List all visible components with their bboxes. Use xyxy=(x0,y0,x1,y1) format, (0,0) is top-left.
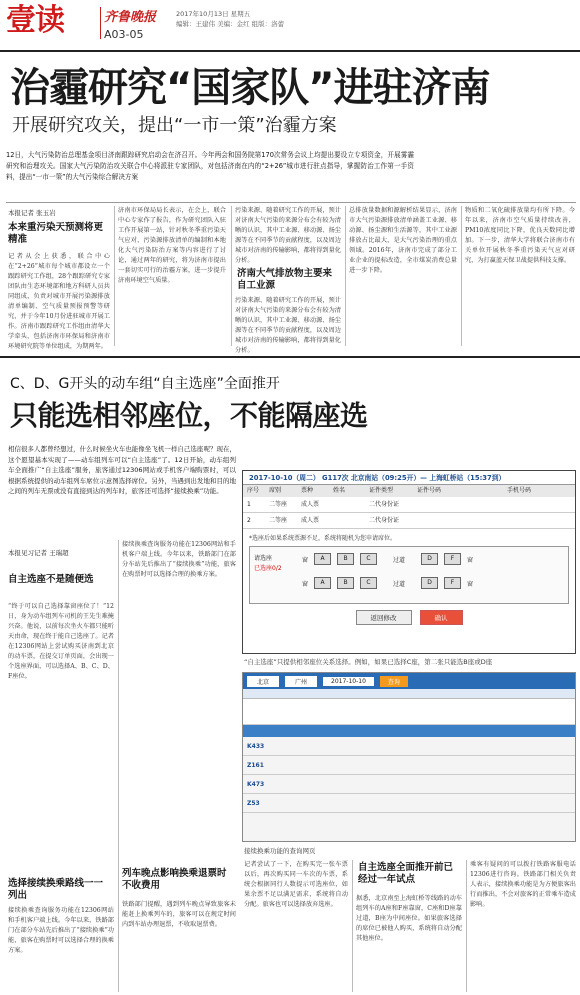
seat-map xyxy=(249,546,569,604)
story1-lead-rule xyxy=(6,202,576,203)
caption-seat: “自主选座”只提供相邻座位关系选择。例如，如果已选择C座，第二张只能选B座或D座 xyxy=(244,658,493,666)
filter-area xyxy=(243,699,575,725)
story1-col1: 记者从会上获悉，联合中心在“2+26”城市每个城市都设立一个跟踪研究工作组，28个跟踪研究专家团队由生态环境部和地方科研人员共同组成，负责对城市开展污染源排放清单编制、空气质量预报预警等研究，并于今年10月份进驻城市开展工作。济南市跟踪研究工作组由清华大学牵头，包括济南市环保局和济南市环境研究院等单位组成，为期两年。 xyxy=(8,253,110,350)
seat-c[interactable]: C xyxy=(360,577,377,589)
story2-headline: 只能选相邻座位，不能隔座选 xyxy=(10,399,368,432)
transfer-search-panel xyxy=(242,672,576,842)
ticket-row xyxy=(243,497,575,513)
col-divider xyxy=(345,206,346,346)
seat-b[interactable]: B xyxy=(337,553,354,565)
from-field[interactable]: 北京 xyxy=(247,676,279,687)
seat-row xyxy=(302,553,473,565)
ticket-buttons xyxy=(243,610,575,625)
aisle-label: 过道 xyxy=(393,556,406,564)
col-divider xyxy=(466,860,467,992)
story1-subtitle-b: 济南大气排放物主要来自工业源 xyxy=(237,268,333,291)
page-number: A03-05 xyxy=(104,28,144,41)
train-no[interactable]: K433 xyxy=(247,742,265,750)
paper-logo: 齐鲁晚报 xyxy=(104,10,157,25)
date-strip xyxy=(243,689,575,699)
col-divider xyxy=(231,206,232,346)
story2-byline: 本报见习记者 王瑞超 xyxy=(8,549,69,557)
row-type[interactable]: 成人票 xyxy=(301,517,320,524)
ticket-row xyxy=(243,513,575,529)
story1-col3: 污染来源、随着研究工作的开展，预计对济南大气污染的来源分布会有较为清晰的认识，其中工业源、移动源、扬尘源等在不同季节的贡献程度，以及周边城市对济南的传输影响，都将得到量化分析。 xyxy=(235,207,341,264)
transfer-bar xyxy=(243,673,575,689)
story2-lead: 相信很多人都曾经想过，什么时候坐火车也能像坐飞机一样自己选座呢？现在，这个愿望基本实现了——动车组列车可以“自主选座”了。12日开始，动车组列车全面推广“自主选座”服务，旅客通过12306网站或手机客户端购票时，可以根据系统提供的动车组列车席位示意图选择席位。另外，当遇到出发地和目的地之间的列车无票或没有直接到达的列车时，旅客还可选择“接续换乘”功能。 xyxy=(8,445,236,495)
section-title: 壹读 xyxy=(6,3,64,38)
back-button[interactable]: 返回修改 xyxy=(356,610,412,625)
col-no: 序号 xyxy=(247,487,260,494)
editor-line: 编辑：王建伟 美编：金红 组版：洛蕾 xyxy=(176,20,285,28)
story1-col2: 济南市环保局局长表示，在会上，联合中心专家作了报告，作为研究团队入驻工作开展第一站，针对秋冬季重污染天气应对、污染源排放清单的编制和本地化大气污染防治方案等内容进行了讨论，通过两年的研究，将为济南市提出一套切实可行的治霾方案，进一步提升济南环境空气质量。 xyxy=(118,207,226,284)
row-seat[interactable]: 二等座 xyxy=(269,501,288,508)
story2-subtitle-a: 自主选座不是随便选 xyxy=(8,574,94,585)
ticket-header: 2017-10-10（周二） G117次 北京南站（09:25开）— 上海虹桥站（15:37到） xyxy=(243,471,575,485)
date-field[interactable]: 2017-10-10 xyxy=(323,677,374,686)
story1-col4: 总排放量数据和源解析结果显示，济南市大气污染源排放清单涵盖工业源、移动源、扬尘源和生活源等，其中工业源排放占比最大，是大气污染治理的重点领域。2016年，济南市完成了部分工业企业的提标改造，全市煤炭消费总量进一步下降。 xyxy=(349,207,457,274)
train-row[interactable] xyxy=(243,737,575,756)
story-divider xyxy=(0,356,580,358)
seat-a[interactable]: A xyxy=(314,577,331,589)
story2-subtitle-c: 列车晚点影响换乘退票时不收费用 xyxy=(122,868,227,891)
story2-colC: 铁路部门提醒，遇到列车晚点导致旅客未能赶上换乘列车的，旅客可以在规定时间内到车站办理退票，不收取退票费。 xyxy=(122,901,236,928)
story2-colD: 记者尝试了一下，在购买完一张车票以后，再次购买同一车次的车票，系统会根据同行人数提示可选座位，如果余票不足以满足需求，系统将自动分配。旅客也可以选择放弃选座。 xyxy=(244,861,348,908)
seat-d[interactable]: D xyxy=(421,577,438,589)
masthead-rule xyxy=(0,50,580,52)
seat-note: *选座后如果系统票源不足，系统将随机为您申请席位。 xyxy=(249,535,397,542)
seat-a[interactable]: A xyxy=(314,553,331,565)
seat-f[interactable]: F xyxy=(444,553,461,565)
window-label: 窗 xyxy=(467,580,474,588)
train-no[interactable]: Z53 xyxy=(247,799,260,807)
row-name[interactable] xyxy=(333,497,369,512)
story1-col3b: 污染来源、随着研究工作的开展，预计对济南大气污染的来源分布会有较为清晰的认识，其中工业源、移动源、扬尘源等在不同季节的贡献程度，以及周边城市对济南的传输影响，都将得到量化分析。 xyxy=(235,297,341,354)
story2-kicker: C、D、G开头的动车组“自主选座”全面推开 xyxy=(10,376,280,392)
result-header xyxy=(243,725,575,737)
col-divider xyxy=(118,540,119,992)
to-field[interactable]: 广州 xyxy=(285,676,317,687)
story1-subhead: 开展研究攻关，提出“一市一策”治霾方案 xyxy=(12,115,337,136)
row-seat[interactable]: 二等座 xyxy=(269,517,288,524)
seat-count: 已选座0/2 xyxy=(254,565,282,572)
col-name: 姓名 xyxy=(333,487,346,494)
row-no: 2 xyxy=(247,517,251,524)
story2-colB: 接续换乘查询服务功能在12306网站和手机客户端上线。今年以来，铁路部门在部分车站先后推出了“接续换乘”功能，旅客在购票时可以选择合理的换乘方案。 xyxy=(122,541,236,578)
col-divider xyxy=(461,206,462,346)
date-line: 2017年10月13日 星期五 xyxy=(176,10,251,18)
search-button[interactable]: 查询 xyxy=(380,676,408,687)
seat-selection-panel xyxy=(242,470,576,654)
train-row[interactable] xyxy=(243,756,575,775)
row-idtype[interactable]: 二代身份证 xyxy=(369,517,400,524)
story2-subtitle-d: 自主选座全面推开前已经过一年试点 xyxy=(358,862,454,885)
seat-f[interactable]: F xyxy=(444,577,461,589)
story1-headline: 治霾研究“国家队”进驻济南 xyxy=(10,65,490,111)
window-label: 窗 xyxy=(302,556,309,564)
story2-colF: 乘客有疑问的可以拨打铁路客服电话12306进行咨询。铁路部门相关负责人表示，接续换乘功能是为方便旅客出行而推出，不会对旅客的正常乘车造成影响。 xyxy=(470,861,576,908)
story1-byline: 本报记者 张玉岩 xyxy=(8,209,56,217)
story1-lead: 12日，大气污染防治总理基金项目济南跟踪研究启动会在济召开。今年两会和国务院第170次常务会议上均提出要设立专项资金，开展雾霾研究和治理攻关。国家大气污染防治攻关联合中心将派驻专家团队，对包括济南在内的“2+26”城市进行驻点指导，掌握防治工作第一手资料，提出“一市一策”的大气污染综合解决方案 xyxy=(6,151,414,181)
window-label: 窗 xyxy=(302,580,309,588)
masthead-divider xyxy=(100,7,101,39)
story2-colA: “终于可以自己选择靠窗座位了！”12日，身为动车组列车司机的王先生难掩兴奋。他说，以前每次坐火车都只能听天由命，现在终于能自己选座了。记者在12306网站上尝试购买济南到北京的动车票，在提交订单页面，会出现一个选座界面，可以选择A、B、C、D、F座位。 xyxy=(8,603,114,680)
col-seat: 席别 xyxy=(269,487,282,494)
train-no[interactable]: K473 xyxy=(247,780,265,788)
row-name[interactable] xyxy=(333,513,369,528)
seat-d[interactable]: D xyxy=(421,553,438,565)
confirm-button[interactable]: 确认 xyxy=(420,610,463,625)
story1-col5: 物质和二氧化硫排放量均有所下降。今年以来，济南市空气质量持续改善，PM10浓度同比下降，优良天数同比增加。下一步，清华大学将联合济南市有关单位开展秋冬季重污染天气应对研究，为打赢蓝天保卫战提供科技支撑。 xyxy=(465,207,575,264)
col-idtype: 证件类型 xyxy=(369,487,394,494)
col-type: 票种 xyxy=(301,487,314,494)
row-idtype[interactable]: 二代身份证 xyxy=(369,501,400,508)
seat-c[interactable]: C xyxy=(360,553,377,565)
col-divider xyxy=(352,860,353,992)
row-type[interactable]: 成人票 xyxy=(301,501,320,508)
train-no[interactable]: Z161 xyxy=(247,761,264,769)
col-idno: 证件号码 xyxy=(417,487,442,494)
caption-transfer: 接续换乘功能的查询网页 xyxy=(244,847,316,855)
train-row[interactable] xyxy=(243,775,575,794)
train-row[interactable] xyxy=(243,794,575,813)
col-phone: 手机号码 xyxy=(507,487,532,494)
story2-colA2: 接续换乘查询服务功能在12306网站和手机客户端上线。今年以来，铁路部门在部分车站先后推出了“接续换乘”功能，旅客在购票时可以选择合理的换乘方案。 xyxy=(8,907,114,954)
story1-subtitle-a: 本来重污染天预测将更精准 xyxy=(8,222,104,245)
aisle-label: 过道 xyxy=(393,580,406,588)
row-no: 1 xyxy=(247,501,251,508)
story2-subtitle-b: 选择接续换乘路线一一列出 xyxy=(8,878,104,901)
window-label: 窗 xyxy=(467,556,474,564)
seat-label: 请选座 xyxy=(254,555,273,562)
seat-row xyxy=(302,577,473,589)
story2-colE: 据悉，北京南至上海虹桥等线路的动车组列车的A座和F座靠窗，C座和D座靠过道，B座为中间座位。如果旅客选择的席位已被他人购买，系统将自动分配其他座位。 xyxy=(356,895,462,942)
ticket-columns xyxy=(243,485,575,497)
seat-b[interactable]: B xyxy=(337,577,354,589)
col-divider xyxy=(114,206,115,346)
